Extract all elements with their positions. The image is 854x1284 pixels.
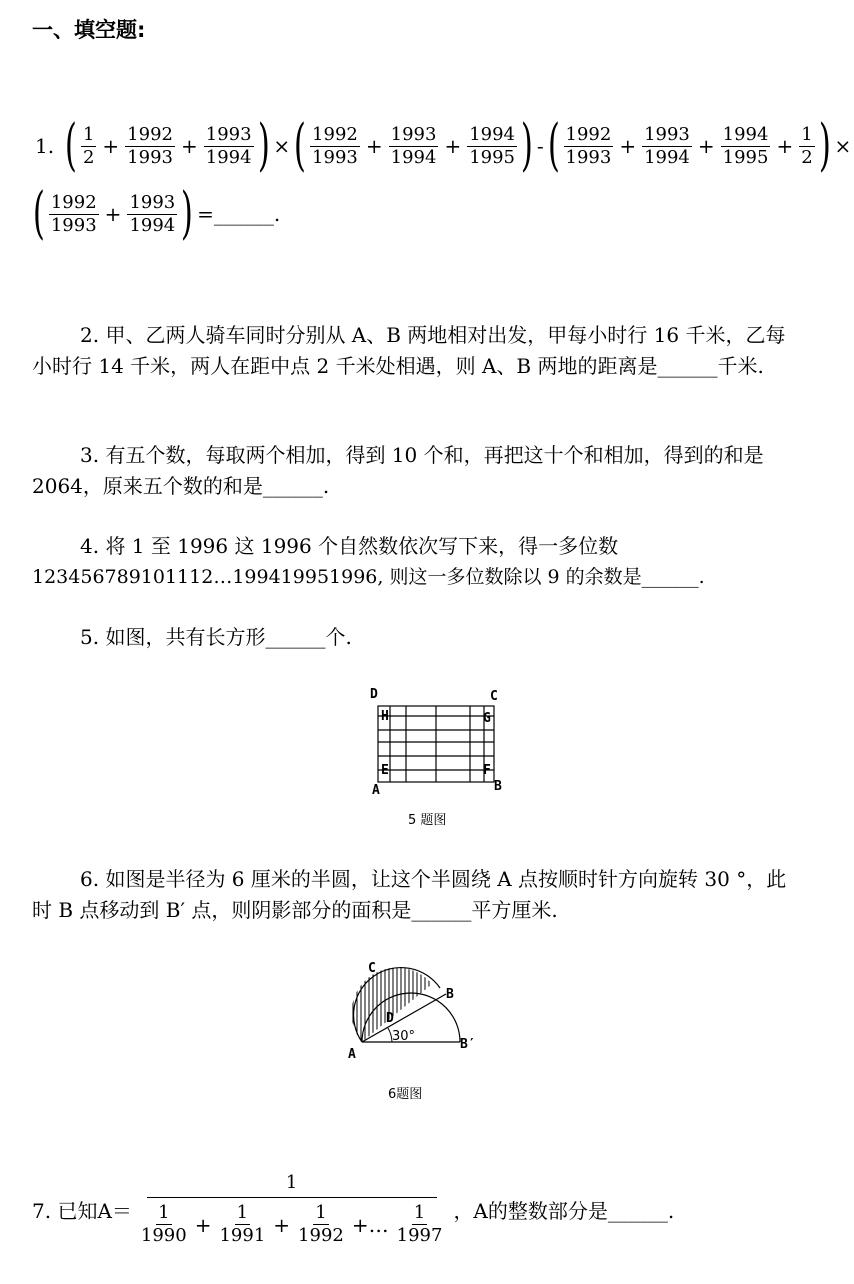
label-B: B — [494, 779, 502, 794]
fraction: $\frac{1992}{1993}$ — [127, 123, 173, 168]
paren-right: ) — [181, 181, 194, 246]
paren-left: ( — [65, 113, 78, 178]
section-heading: 一、填空题: — [32, 18, 146, 42]
fraction: $\frac{1992}{1993}$ — [565, 123, 612, 168]
fraction: $\frac{1992}{1993}$ — [312, 123, 358, 168]
q7-big-fraction: 1 $\frac{1}{1990}$ + $\frac{1}{1991}$ + $\frac{1}{1992}$ +… $\frac{1}{1997}$ — [140, 1172, 443, 1246]
label-B: B — [446, 987, 454, 1002]
label-A: A — [348, 1047, 356, 1062]
label-H: H — [381, 709, 389, 724]
label-D: D — [386, 1011, 394, 1026]
fraction: $\frac{1993}{1994}$ — [644, 123, 690, 168]
paren-right: ) — [818, 113, 831, 178]
label-E: E — [381, 763, 389, 778]
angle-label: 30° — [392, 1029, 416, 1044]
fraction: $\frac{1993}{1994}$ — [390, 123, 437, 168]
fraction: $\frac{1}{2}$ — [82, 123, 95, 168]
label-A: A — [372, 783, 380, 798]
fraction: $\frac{1993}{1994}$ — [205, 123, 252, 168]
q1-expression-line2: ( $\frac{1992}{1993}$ + $\frac{1993}{1994}$ ) =______. — [32, 181, 281, 246]
fraction: $\frac{1992}{1993}$ — [50, 191, 97, 236]
label-G: G — [483, 711, 491, 726]
figure-5-caption: 5 题图 — [408, 813, 447, 828]
question-3: 3. 有五个数，每取两个相加，得到 10 个和，再把这十个和相加，得到的和是 2064，原来五个数的和是______. — [32, 443, 764, 498]
fraction: $\frac{1994}{1995}$ — [469, 123, 516, 168]
paren-left: ( — [547, 113, 560, 178]
paren-right: ) — [520, 113, 533, 178]
label-C: C — [368, 961, 376, 976]
figure-6-semicircle — [340, 958, 500, 1108]
question-6: 6. 如图是半径为 6 厘米的半圆，让这个半圆绕 A 点按顺时针方向旋转 30 °，此时 B 点移动到 B′ 点，则阴影部分的面积是______平方厘米. — [32, 867, 787, 922]
label-C: C — [490, 689, 498, 704]
question-7: 7. 已知A＝ 1 $\frac{1}{1990}$ + $\frac{1}{1991}$ + $\frac{1}{1992}$ +… $\frac{1}{1997}$ ，A的整数部分是______. — [32, 1172, 675, 1246]
q1-number: 1. — [35, 134, 55, 158]
paren-left: ( — [294, 113, 307, 178]
label-D: D — [370, 687, 378, 702]
paren-right: ) — [257, 113, 270, 178]
fraction: $\frac{1993}{1994}$ — [129, 191, 176, 236]
fraction: $\frac{1994}{1995}$ — [722, 123, 769, 168]
label-F: F — [483, 763, 491, 778]
figure-5-rectangle-grid — [360, 682, 520, 832]
label-B-prime: B′ — [460, 1037, 476, 1052]
question-2: 2. 甲、乙两人骑车同时分别从 A、B 两地相对出发，甲每小时行 16 千米，乙每小时行 14 千米，两人在距中点 2 千米处相遇，则 A、B 两地的距离是______千米. — [32, 323, 786, 378]
fraction: $\frac{1}{2}$ — [801, 123, 813, 168]
figure-6-caption: 6题图 — [388, 1087, 423, 1102]
q1-answer-blank: =______. — [197, 202, 281, 226]
question-4: 4. 将 1 至 1996 这 1996 个自然数依次写下来，得一多位数 123456789101112…199419951996, 则这一多位数除以 9 的余数是______. — [32, 534, 705, 588]
paren-left: ( — [32, 181, 45, 246]
question-5: 5. 如图，共有长方形______个. — [80, 625, 352, 649]
q1-expression-line1: 1. ( $\frac{1}{2}$ + $\frac{1992}{1993}$ + $\frac{1993}{1994}$ ) × ( $\frac{1992}{1993}$ + $\frac{1993}{1994}$ + $\frac{1994}{1995}$ ) - ( $\frac{1992}{1993}$ + $\frac{1993}{1994}$ + $\frac{1994}{1995}$ + $\frac{1}{2}$ ) × — [35, 113, 852, 178]
